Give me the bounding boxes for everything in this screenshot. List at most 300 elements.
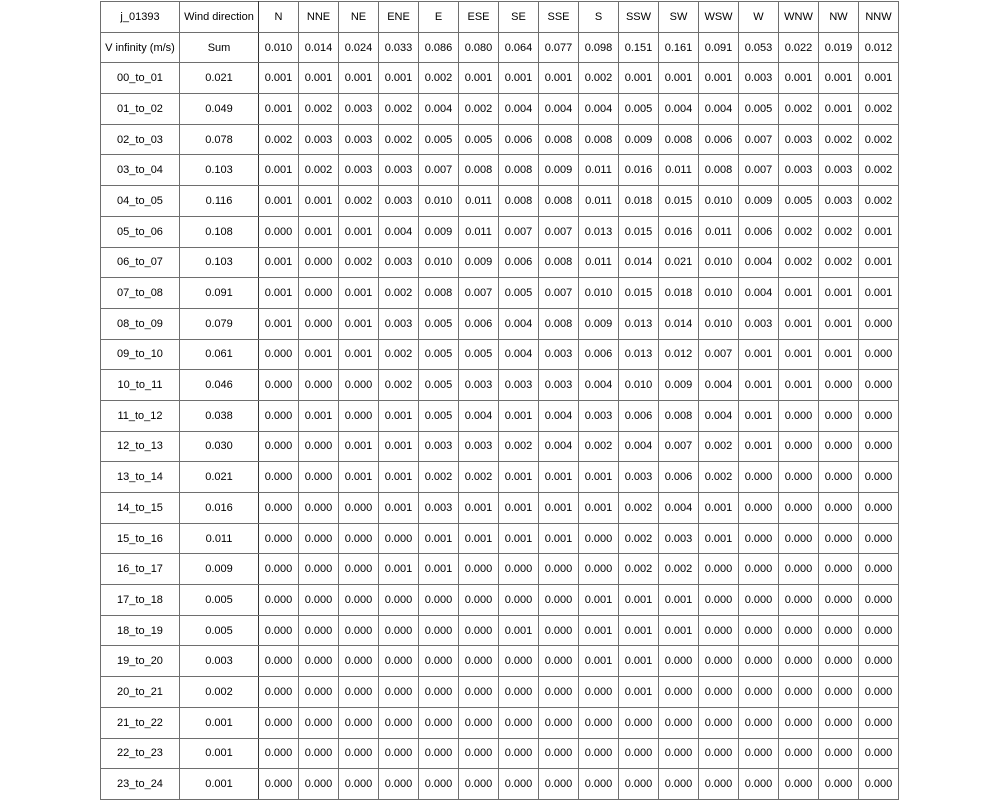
frequency-cell: 0.002	[779, 94, 819, 125]
frequency-cell: 0.003	[379, 155, 419, 186]
frequency-cell: 0.007	[499, 216, 539, 247]
row-sum-cell: 0.116	[180, 186, 259, 217]
frequency-cell: 0.003	[499, 370, 539, 401]
frequency-cell: 0.002	[459, 462, 499, 493]
frequency-cell: 0.006	[499, 124, 539, 155]
frequency-cell: 0.000	[299, 308, 339, 339]
frequency-cell: 0.000	[339, 677, 379, 708]
frequency-cell: 0.002	[619, 493, 659, 524]
frequency-cell: 0.000	[819, 585, 859, 616]
frequency-cell: 0.001	[379, 63, 419, 94]
frequency-cell: 0.016	[659, 216, 699, 247]
row-sum-cell: 0.005	[180, 585, 259, 616]
frequency-cell: 0.000	[859, 738, 899, 769]
frequency-cell: 0.005	[459, 124, 499, 155]
frequency-cell: 0.001	[459, 523, 499, 554]
row-sum-cell: 0.009	[180, 554, 259, 585]
frequency-cell: 0.000	[819, 615, 859, 646]
frequency-cell: 0.001	[739, 400, 779, 431]
frequency-cell: 0.001	[539, 523, 579, 554]
frequency-cell: 0.002	[299, 94, 339, 125]
frequency-cell: 0.000	[859, 523, 899, 554]
frequency-cell: 0.000	[819, 462, 859, 493]
frequency-cell: 0.000	[419, 646, 459, 677]
frequency-cell: 0.001	[259, 308, 299, 339]
frequency-cell: 0.000	[259, 493, 299, 524]
frequency-cell: 0.013	[619, 339, 659, 370]
frequency-cell: 0.003	[819, 186, 859, 217]
speed-bin-label: 19_to_20	[101, 646, 180, 677]
frequency-cell: 0.000	[819, 646, 859, 677]
sum-cell: 0.024	[339, 32, 379, 63]
frequency-cell: 0.000	[299, 554, 339, 585]
frequency-cell: 0.001	[259, 278, 299, 309]
frequency-cell: 0.001	[339, 308, 379, 339]
frequency-cell: 0.009	[579, 308, 619, 339]
frequency-cell: 0.003	[459, 431, 499, 462]
frequency-cell: 0.000	[259, 646, 299, 677]
row-sum-cell: 0.049	[180, 94, 259, 125]
frequency-cell: 0.000	[859, 462, 899, 493]
speed-bin-label: 21_to_22	[101, 707, 180, 738]
frequency-cell: 0.015	[619, 278, 659, 309]
direction-header: NNE	[299, 2, 339, 33]
frequency-cell: 0.002	[859, 124, 899, 155]
frequency-cell: 0.008	[419, 278, 459, 309]
sum-cell: 0.161	[659, 32, 699, 63]
frequency-cell: 0.001	[819, 63, 859, 94]
frequency-cell: 0.000	[339, 615, 379, 646]
frequency-cell: 0.000	[379, 677, 419, 708]
frequency-cell: 0.004	[739, 278, 779, 309]
frequency-cell: 0.000	[259, 400, 299, 431]
v-infinity-label: V infinity (m/s)	[101, 32, 180, 63]
frequency-cell: 0.000	[659, 677, 699, 708]
frequency-cell: 0.000	[339, 738, 379, 769]
frequency-cell: 0.002	[339, 247, 379, 278]
frequency-cell: 0.018	[659, 278, 699, 309]
speed-bin-label: 09_to_10	[101, 339, 180, 370]
frequency-cell: 0.000	[459, 646, 499, 677]
frequency-cell: 0.002	[379, 370, 419, 401]
sum-row	[101, 32, 899, 63]
row-sum-cell: 0.001	[180, 769, 259, 800]
frequency-cell: 0.000	[259, 431, 299, 462]
frequency-cell: 0.016	[619, 155, 659, 186]
frequency-cell: 0.004	[499, 94, 539, 125]
frequency-cell: 0.001	[539, 63, 579, 94]
row-sum-cell: 0.078	[180, 124, 259, 155]
speed-bin-label: 15_to_16	[101, 523, 180, 554]
frequency-cell: 0.004	[579, 370, 619, 401]
frequency-cell: 0.000	[299, 707, 339, 738]
frequency-cell: 0.000	[419, 585, 459, 616]
row-sum-cell: 0.079	[180, 308, 259, 339]
frequency-cell: 0.000	[859, 585, 899, 616]
table-row	[101, 554, 899, 585]
speed-bin-label: 10_to_11	[101, 370, 180, 401]
frequency-cell: 0.001	[499, 63, 539, 94]
frequency-cell: 0.000	[699, 615, 739, 646]
speed-bin-label: 07_to_08	[101, 278, 180, 309]
frequency-cell: 0.008	[699, 155, 739, 186]
wind-table-body	[101, 2, 899, 800]
frequency-cell: 0.008	[459, 155, 499, 186]
frequency-cell: 0.014	[659, 308, 699, 339]
frequency-cell: 0.000	[779, 738, 819, 769]
frequency-cell: 0.000	[299, 738, 339, 769]
speed-bin-label: 23_to_24	[101, 769, 180, 800]
frequency-cell: 0.001	[699, 493, 739, 524]
frequency-cell: 0.010	[619, 370, 659, 401]
frequency-cell: 0.011	[459, 216, 499, 247]
frequency-cell: 0.004	[459, 400, 499, 431]
frequency-cell: 0.014	[619, 247, 659, 278]
frequency-cell: 0.001	[859, 63, 899, 94]
frequency-cell: 0.000	[779, 769, 819, 800]
table-row	[101, 646, 899, 677]
frequency-cell: 0.000	[419, 707, 459, 738]
direction-header: NE	[339, 2, 379, 33]
frequency-cell: 0.001	[779, 370, 819, 401]
frequency-cell: 0.000	[259, 707, 299, 738]
frequency-cell: 0.000	[819, 738, 859, 769]
frequency-cell: 0.001	[339, 278, 379, 309]
frequency-cell: 0.013	[619, 308, 659, 339]
frequency-cell: 0.001	[379, 493, 419, 524]
speed-bin-label: 08_to_09	[101, 308, 180, 339]
frequency-cell: 0.001	[299, 216, 339, 247]
frequency-cell: 0.000	[699, 677, 739, 708]
frequency-cell: 0.002	[859, 155, 899, 186]
frequency-cell: 0.000	[539, 585, 579, 616]
frequency-cell: 0.001	[419, 554, 459, 585]
frequency-cell: 0.003	[739, 63, 779, 94]
table-row	[101, 308, 899, 339]
frequency-cell: 0.000	[339, 370, 379, 401]
frequency-cell: 0.000	[579, 707, 619, 738]
frequency-cell: 0.004	[539, 400, 579, 431]
frequency-cell: 0.000	[499, 646, 539, 677]
row-sum-cell: 0.061	[180, 339, 259, 370]
frequency-cell: 0.000	[379, 615, 419, 646]
frequency-cell: 0.000	[819, 493, 859, 524]
frequency-cell: 0.000	[299, 278, 339, 309]
table-row	[101, 278, 899, 309]
sum-cell: 0.019	[819, 32, 859, 63]
frequency-cell: 0.001	[379, 554, 419, 585]
frequency-cell: 0.001	[259, 155, 299, 186]
frequency-cell: 0.000	[619, 769, 659, 800]
frequency-cell: 0.000	[859, 769, 899, 800]
frequency-cell: 0.005	[739, 94, 779, 125]
frequency-cell: 0.004	[619, 431, 659, 462]
frequency-cell: 0.001	[379, 400, 419, 431]
frequency-cell: 0.003	[339, 155, 379, 186]
frequency-cell: 0.000	[419, 769, 459, 800]
frequency-cell: 0.012	[659, 339, 699, 370]
frequency-cell: 0.001	[859, 247, 899, 278]
frequency-cell: 0.000	[779, 585, 819, 616]
table-row	[101, 63, 899, 94]
frequency-cell: 0.000	[379, 646, 419, 677]
frequency-cell: 0.011	[659, 155, 699, 186]
frequency-cell: 0.000	[699, 769, 739, 800]
direction-header: WSW	[699, 2, 739, 33]
sum-cell: 0.064	[499, 32, 539, 63]
frequency-cell: 0.002	[819, 216, 859, 247]
frequency-cell: 0.001	[419, 523, 459, 554]
row-sum-cell: 0.108	[180, 216, 259, 247]
frequency-cell: 0.007	[739, 124, 779, 155]
frequency-cell: 0.000	[779, 707, 819, 738]
speed-bin-label: 06_to_07	[101, 247, 180, 278]
frequency-cell: 0.013	[579, 216, 619, 247]
speed-bin-label: 16_to_17	[101, 554, 180, 585]
sum-cell: 0.053	[739, 32, 779, 63]
frequency-cell: 0.000	[299, 646, 339, 677]
frequency-cell: 0.007	[699, 339, 739, 370]
sum-cell: 0.091	[699, 32, 739, 63]
frequency-cell: 0.001	[699, 523, 739, 554]
frequency-cell: 0.010	[699, 308, 739, 339]
table-row	[101, 155, 899, 186]
frequency-cell: 0.003	[539, 339, 579, 370]
table-row	[101, 585, 899, 616]
table-row	[101, 186, 899, 217]
frequency-cell: 0.000	[259, 523, 299, 554]
frequency-cell: 0.000	[739, 554, 779, 585]
table-row	[101, 615, 899, 646]
frequency-cell: 0.001	[299, 186, 339, 217]
speed-bin-label: 17_to_18	[101, 585, 180, 616]
frequency-cell: 0.000	[379, 523, 419, 554]
frequency-cell: 0.000	[299, 431, 339, 462]
frequency-cell: 0.000	[539, 738, 579, 769]
frequency-cell: 0.001	[819, 278, 859, 309]
table-row	[101, 216, 899, 247]
frequency-cell: 0.011	[579, 186, 619, 217]
frequency-cell: 0.007	[539, 216, 579, 247]
frequency-cell: 0.009	[619, 124, 659, 155]
frequency-cell: 0.000	[539, 769, 579, 800]
frequency-cell: 0.002	[859, 94, 899, 125]
frequency-cell: 0.003	[659, 523, 699, 554]
sum-label: Sum	[180, 32, 259, 63]
frequency-cell: 0.000	[779, 646, 819, 677]
sum-cell: 0.077	[539, 32, 579, 63]
frequency-cell: 0.001	[339, 339, 379, 370]
frequency-cell: 0.002	[379, 94, 419, 125]
frequency-cell: 0.003	[819, 155, 859, 186]
row-sum-cell: 0.002	[180, 677, 259, 708]
frequency-cell: 0.000	[659, 769, 699, 800]
direction-header: W	[739, 2, 779, 33]
frequency-cell: 0.001	[459, 63, 499, 94]
frequency-cell: 0.000	[859, 308, 899, 339]
frequency-cell: 0.000	[499, 769, 539, 800]
frequency-cell: 0.011	[579, 155, 619, 186]
table-id-label: j_01393	[101, 2, 180, 33]
frequency-cell: 0.000	[339, 493, 379, 524]
frequency-cell: 0.005	[619, 94, 659, 125]
sum-cell: 0.080	[459, 32, 499, 63]
table-row	[101, 523, 899, 554]
sum-cell: 0.022	[779, 32, 819, 63]
frequency-cell: 0.000	[739, 462, 779, 493]
direction-header: SSW	[619, 2, 659, 33]
frequency-cell: 0.000	[419, 738, 459, 769]
frequency-cell: 0.008	[539, 247, 579, 278]
table-row	[101, 769, 899, 800]
frequency-cell: 0.007	[459, 278, 499, 309]
frequency-cell: 0.003	[379, 247, 419, 278]
row-sum-cell: 0.030	[180, 431, 259, 462]
frequency-cell: 0.000	[299, 370, 339, 401]
frequency-cell: 0.001	[659, 63, 699, 94]
frequency-cell: 0.003	[419, 431, 459, 462]
frequency-cell: 0.000	[819, 554, 859, 585]
frequency-cell: 0.001	[339, 216, 379, 247]
frequency-cell: 0.000	[779, 523, 819, 554]
frequency-cell: 0.000	[259, 769, 299, 800]
direction-header: WNW	[779, 2, 819, 33]
frequency-cell: 0.003	[339, 94, 379, 125]
frequency-cell: 0.001	[779, 63, 819, 94]
table-row	[101, 462, 899, 493]
frequency-cell: 0.001	[819, 339, 859, 370]
direction-header: SE	[499, 2, 539, 33]
frequency-cell: 0.000	[339, 707, 379, 738]
frequency-cell: 0.000	[859, 370, 899, 401]
frequency-cell: 0.006	[659, 462, 699, 493]
frequency-cell: 0.002	[859, 186, 899, 217]
table-row	[101, 339, 899, 370]
frequency-cell: 0.000	[459, 585, 499, 616]
frequency-cell: 0.000	[379, 707, 419, 738]
frequency-cell: 0.001	[299, 63, 339, 94]
frequency-cell: 0.000	[619, 707, 659, 738]
frequency-cell: 0.000	[539, 615, 579, 646]
frequency-cell: 0.003	[379, 186, 419, 217]
frequency-cell: 0.000	[539, 677, 579, 708]
row-sum-cell: 0.046	[180, 370, 259, 401]
frequency-cell: 0.010	[699, 186, 739, 217]
frequency-cell: 0.000	[339, 585, 379, 616]
frequency-cell: 0.000	[819, 400, 859, 431]
speed-bin-label: 03_to_04	[101, 155, 180, 186]
frequency-cell: 0.006	[499, 247, 539, 278]
frequency-cell: 0.001	[259, 186, 299, 217]
frequency-cell: 0.000	[779, 400, 819, 431]
frequency-cell: 0.008	[499, 155, 539, 186]
header-row	[101, 2, 899, 33]
row-sum-cell: 0.001	[180, 707, 259, 738]
frequency-cell: 0.004	[699, 400, 739, 431]
sum-cell: 0.014	[299, 32, 339, 63]
frequency-cell: 0.000	[699, 585, 739, 616]
frequency-cell: 0.005	[499, 278, 539, 309]
frequency-cell: 0.000	[299, 615, 339, 646]
table-row	[101, 738, 899, 769]
row-sum-cell: 0.091	[180, 278, 259, 309]
frequency-cell: 0.004	[579, 94, 619, 125]
frequency-cell: 0.000	[619, 738, 659, 769]
wind-direction-header: Wind direction	[180, 2, 259, 33]
frequency-cell: 0.001	[579, 493, 619, 524]
frequency-cell: 0.005	[459, 339, 499, 370]
frequency-cell: 0.000	[659, 738, 699, 769]
frequency-cell: 0.000	[299, 493, 339, 524]
speed-bin-label: 22_to_23	[101, 738, 180, 769]
frequency-cell: 0.003	[299, 124, 339, 155]
frequency-cell: 0.000	[859, 707, 899, 738]
frequency-cell: 0.001	[819, 94, 859, 125]
frequency-cell: 0.001	[579, 615, 619, 646]
sum-cell: 0.012	[859, 32, 899, 63]
frequency-cell: 0.000	[259, 554, 299, 585]
frequency-cell: 0.001	[339, 462, 379, 493]
frequency-cell: 0.001	[619, 585, 659, 616]
frequency-cell: 0.006	[459, 308, 499, 339]
frequency-cell: 0.001	[499, 493, 539, 524]
frequency-cell: 0.004	[659, 94, 699, 125]
frequency-cell: 0.002	[379, 339, 419, 370]
frequency-cell: 0.000	[859, 554, 899, 585]
frequency-cell: 0.000	[779, 677, 819, 708]
frequency-cell: 0.000	[539, 646, 579, 677]
frequency-cell: 0.001	[499, 523, 539, 554]
frequency-cell: 0.000	[459, 554, 499, 585]
frequency-cell: 0.001	[579, 585, 619, 616]
frequency-cell: 0.007	[539, 278, 579, 309]
frequency-cell: 0.000	[539, 707, 579, 738]
frequency-cell: 0.007	[739, 155, 779, 186]
frequency-cell: 0.001	[379, 431, 419, 462]
frequency-cell: 0.000	[299, 247, 339, 278]
direction-header: ESE	[459, 2, 499, 33]
frequency-cell: 0.001	[779, 308, 819, 339]
frequency-cell: 0.000	[339, 554, 379, 585]
frequency-cell: 0.002	[299, 155, 339, 186]
frequency-cell: 0.008	[579, 124, 619, 155]
frequency-cell: 0.015	[659, 186, 699, 217]
frequency-cell: 0.000	[739, 707, 779, 738]
frequency-cell: 0.004	[659, 493, 699, 524]
frequency-cell: 0.009	[539, 155, 579, 186]
frequency-cell: 0.000	[819, 769, 859, 800]
frequency-cell: 0.003	[579, 400, 619, 431]
frequency-cell: 0.000	[859, 493, 899, 524]
table-row	[101, 677, 899, 708]
frequency-cell: 0.000	[339, 523, 379, 554]
frequency-cell: 0.002	[819, 247, 859, 278]
frequency-cell: 0.000	[459, 707, 499, 738]
frequency-cell: 0.000	[739, 677, 779, 708]
frequency-cell: 0.001	[739, 339, 779, 370]
direction-header: NNW	[859, 2, 899, 33]
frequency-cell: 0.001	[819, 308, 859, 339]
frequency-cell: 0.002	[619, 554, 659, 585]
frequency-cell: 0.000	[779, 554, 819, 585]
frequency-cell: 0.007	[659, 431, 699, 462]
frequency-cell: 0.000	[499, 707, 539, 738]
frequency-cell: 0.001	[539, 493, 579, 524]
frequency-cell: 0.008	[539, 124, 579, 155]
table-row	[101, 370, 899, 401]
frequency-cell: 0.000	[259, 339, 299, 370]
direction-header: E	[419, 2, 459, 33]
